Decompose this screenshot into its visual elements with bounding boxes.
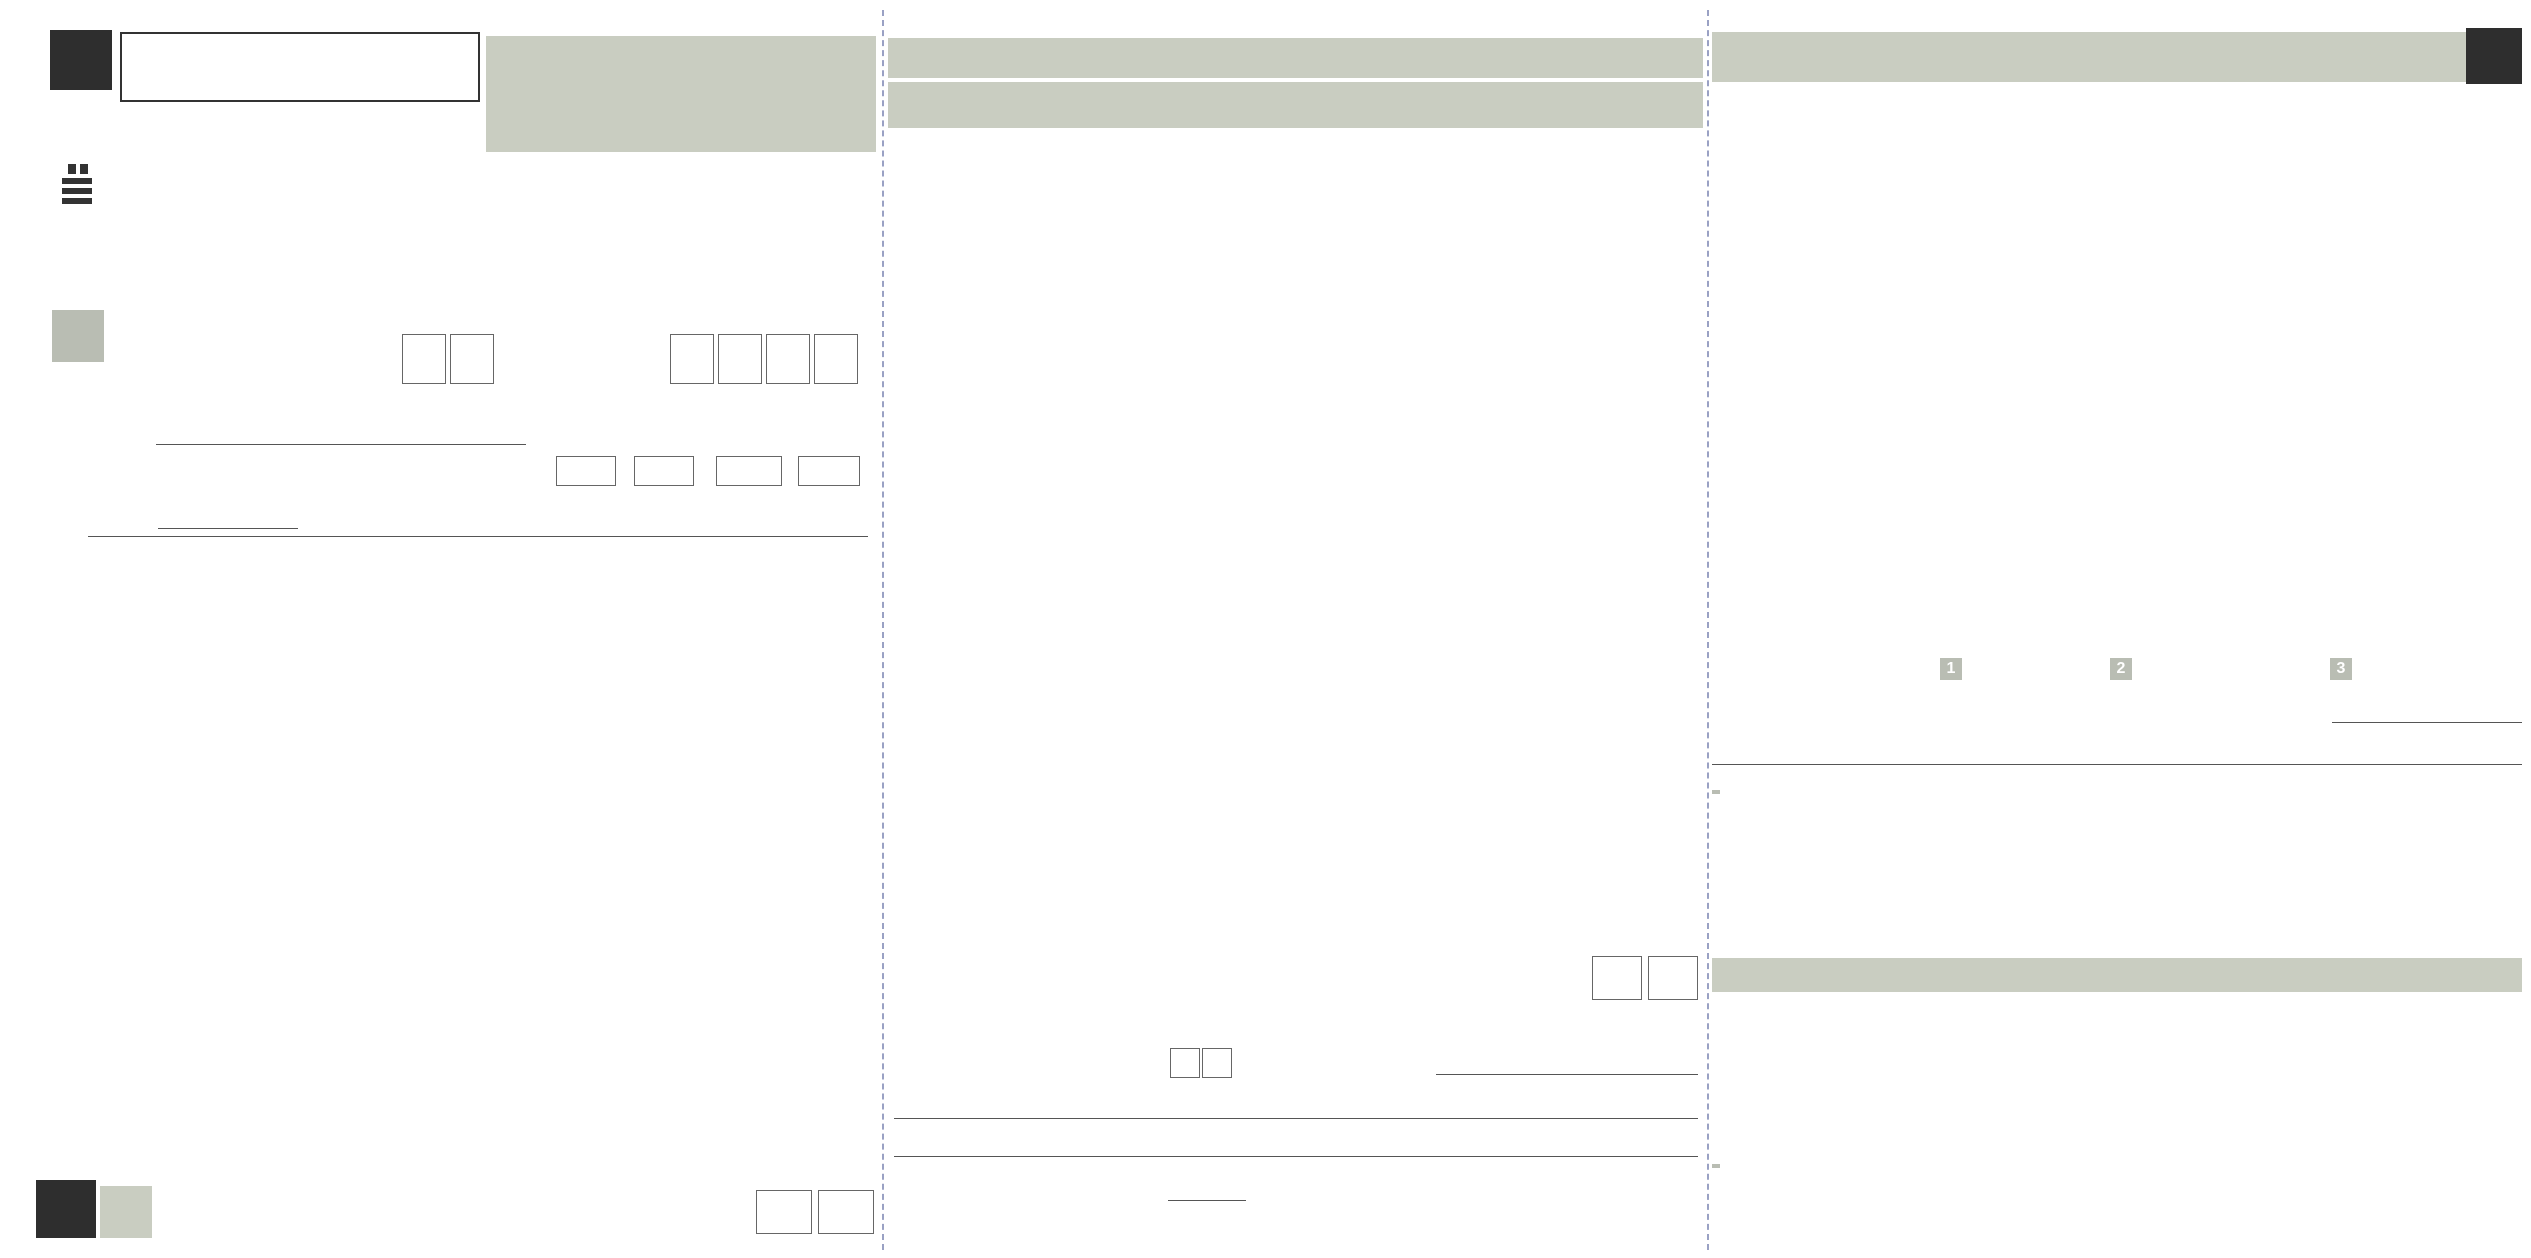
corner-marker-bottom (36, 1180, 96, 1238)
basica-box[interactable] (556, 456, 616, 486)
seccion-digit-4[interactable] (814, 334, 858, 384)
s10-describe-line-1[interactable] (1436, 1074, 1698, 1075)
distrito-digit-2[interactable] (450, 334, 494, 384)
s9-si-option[interactable] (1592, 956, 1642, 1000)
localidad-value[interactable] (156, 444, 526, 445)
legend-2-num: 2 (2110, 658, 2132, 680)
section-1-number (52, 310, 104, 362)
s10-si-option[interactable] (1170, 1048, 1200, 1078)
s9-no-option[interactable] (1648, 956, 1698, 1000)
s10-hojas-line[interactable] (1168, 1200, 1246, 1201)
s11-protesta-line-2[interactable] (1712, 764, 2522, 765)
s7-si-option[interactable] (756, 1190, 812, 1234)
s11-protesta-line-1[interactable] (2332, 722, 2522, 723)
s10-describe-line-3[interactable] (894, 1156, 1698, 1157)
s7-no-option[interactable] (818, 1190, 874, 1234)
folio-box (120, 32, 480, 102)
section-7-number (100, 1186, 152, 1238)
distrito-digit-1[interactable] (402, 334, 446, 384)
section-14-number (1712, 1164, 1720, 1168)
corner-marker (50, 30, 112, 90)
s8-colheader (888, 82, 1703, 128)
institute-logo (50, 160, 110, 230)
legend-3-num: 3 (2330, 658, 2352, 680)
s8-header (888, 38, 1703, 78)
section-12-number (1712, 790, 1720, 794)
s13-header (1712, 958, 2522, 992)
s10-describe-line-2[interactable] (894, 1118, 1698, 1119)
s11-header (1712, 32, 2522, 82)
domicilio-value[interactable] (88, 536, 868, 537)
extraordinaria-box[interactable] (716, 456, 782, 486)
column-separator-1 (882, 10, 884, 1250)
ieepco-logo-icon (50, 160, 110, 230)
contigua-box[interactable] (634, 456, 694, 486)
siendo-hour-line[interactable] (158, 528, 298, 529)
extra-contigua-box[interactable] (798, 456, 860, 486)
seccion-digit-1[interactable] (670, 334, 714, 384)
acta-header (486, 36, 876, 152)
corner-marker-right (2466, 28, 2522, 84)
seccion-digit-2[interactable] (718, 334, 762, 384)
s10-no-option[interactable] (1202, 1048, 1232, 1078)
column-separator-2 (1707, 10, 1709, 1250)
seccion-digit-3[interactable] (766, 334, 810, 384)
legend-1-num: 1 (1940, 658, 1962, 680)
